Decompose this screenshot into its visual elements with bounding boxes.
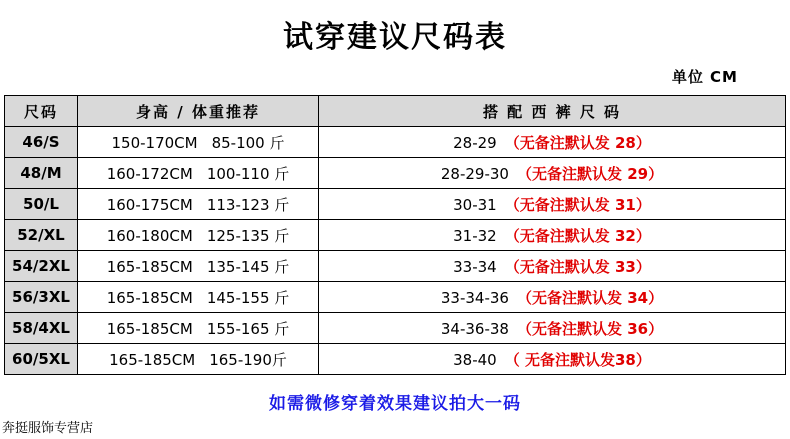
cell-weight: 100-110 斤 [206, 164, 290, 183]
cell-pants [319, 313, 786, 344]
cell-pants-note: （无备注默认发 29） [516, 164, 664, 183]
cell-height: 160-172CM [106, 164, 193, 183]
cell-pants [319, 251, 786, 282]
table-row [5, 313, 786, 344]
cell-pants [319, 344, 786, 375]
cell-height-weight [78, 158, 319, 189]
cell-weight: 85-100 斤 [211, 133, 285, 152]
cell-size: 54/2XL [5, 251, 78, 282]
cell-pants-note: （无备注默认发 31） [504, 195, 651, 214]
cell-size: 58/4XL [5, 313, 78, 344]
cell-size: 46/S [5, 127, 78, 158]
cell-pants [319, 127, 786, 158]
cell-height-weight [78, 251, 319, 282]
header-pants-size: 搭 配 西 裤 尺 码 [319, 96, 786, 127]
cell-pants [319, 220, 786, 251]
page-title: 试穿建议尺码表 [283, 20, 507, 55]
cell-pants-number: 38-40 [453, 350, 497, 369]
table-header [5, 96, 786, 127]
cell-pants-number: 28-29-30 [440, 164, 509, 183]
cell-height-weight [78, 282, 319, 313]
cell-pants-number: 33-34 [453, 257, 497, 276]
cell-pants-note: （无备注默认发 28） [504, 133, 651, 152]
table-row [5, 127, 786, 158]
table-row [5, 344, 786, 375]
cell-pants-note: （ 无备注默认发38） [504, 350, 651, 369]
cell-pants-note: （无备注默认发 32） [504, 226, 651, 245]
cell-height: 150-170CM [111, 133, 198, 152]
table-row [5, 282, 786, 313]
cell-pants [319, 158, 786, 189]
table-body [5, 127, 786, 375]
table-row [5, 251, 786, 282]
cell-size: 50/L [5, 189, 78, 220]
header-size: 尺码 [5, 96, 78, 127]
cell-pants-number: 31-32 [453, 226, 497, 245]
size-table [4, 95, 786, 375]
cell-pants [319, 189, 786, 220]
cell-height: 160-175CM [106, 195, 193, 214]
cell-weight: 135-145 斤 [206, 257, 290, 276]
cell-height-weight [78, 189, 319, 220]
cell-height-weight [78, 127, 319, 158]
table-row [5, 220, 786, 251]
table-header-row [5, 96, 786, 127]
table-row [5, 189, 786, 220]
cell-pants-note: （无备注默认发 36） [516, 319, 664, 338]
cell-pants-number: 34-36-38 [440, 319, 509, 338]
cell-height-weight [78, 344, 319, 375]
cell-weight: 145-155 斤 [206, 288, 290, 307]
cell-pants-number: 30-31 [453, 195, 497, 214]
cell-height: 160-180CM [106, 226, 193, 245]
cell-weight: 125-135 斤 [206, 226, 290, 245]
footer-note: 如需微修穿着效果建议拍大一码 [269, 394, 521, 414]
shop-watermark: 奔挺服饰专营店 [0, 416, 95, 437]
table-row [5, 158, 786, 189]
cell-height: 165-185CM [106, 319, 193, 338]
cell-pants-note: （无备注默认发 34） [516, 288, 664, 307]
cell-height: 165-185CM [109, 350, 196, 369]
cell-pants-number: 33-34-36 [440, 288, 509, 307]
cell-weight: 155-165 斤 [206, 319, 290, 338]
cell-height-weight [78, 313, 319, 344]
cell-size: 52/XL [5, 220, 78, 251]
cell-size: 48/M [5, 158, 78, 189]
cell-size: 60/5XL [5, 344, 78, 375]
cell-weight: 113-123 斤 [206, 195, 290, 214]
cell-pants-number: 28-29 [453, 133, 497, 152]
cell-size: 56/3XL [5, 282, 78, 313]
cell-height-weight [78, 220, 319, 251]
cell-pants-note: （无备注默认发 33） [504, 257, 651, 276]
header-height-weight: 身高 / 体重推荐 [78, 96, 319, 127]
cell-height: 165-185CM [106, 257, 193, 276]
cell-weight: 165-190斤 [209, 350, 287, 369]
cell-pants [319, 282, 786, 313]
cell-height: 165-185CM [106, 288, 193, 307]
unit-label: 单位 CM [671, 68, 738, 86]
